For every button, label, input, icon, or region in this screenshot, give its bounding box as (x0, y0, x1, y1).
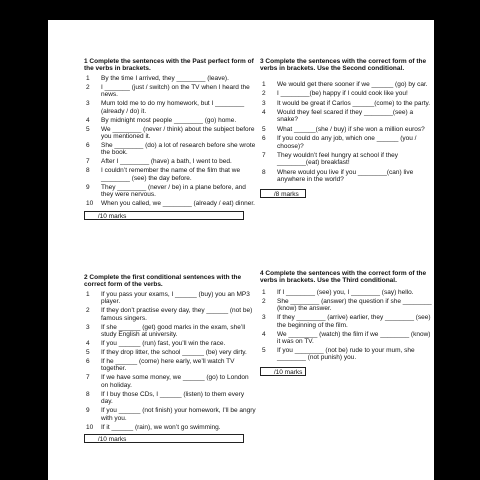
item-sentence: I _______ (just / switch) on the TV when I heard the news. (101, 83, 252, 99)
exercise-3-title: 3 Complete the sentences with the correct form of the verbs in brackets. Use the Second conditional. (260, 58, 427, 73)
exercise-item (84, 391, 256, 406)
item-number: 6 (86, 358, 90, 366)
item-sentence: If they drop litter, the school ______ (be) very dirty. (101, 349, 247, 357)
item-number: 1 (262, 288, 266, 296)
item-number: 5 (262, 125, 266, 133)
exercise-item (84, 324, 256, 339)
exercise-item (260, 90, 432, 97)
exercise-item (84, 200, 256, 207)
exercise-1-past-perfect (84, 58, 256, 220)
exercise-4-third-conditional (260, 270, 432, 376)
exercise-item (84, 358, 256, 373)
item-sentence: They wouldn’t feel hungry at school if they ________(eat) breakfast! (277, 152, 400, 167)
worksheet-page (48, 20, 434, 480)
exercise-item (260, 135, 432, 150)
item-sentence: What ______(she / buy) if she won a million euros? (277, 125, 425, 133)
item-number: 1 (262, 80, 266, 88)
item-sentence: Mum told me to do my homework, but I ________ (already / do) it. (101, 100, 246, 115)
exercise-item (260, 347, 432, 362)
item-sentence: If you ______ (run) fast, you’ll win the race. (101, 340, 226, 348)
exercise-1-title: 1 Complete the sentences with the Past perfect form of the verbs in brackets. (84, 58, 254, 73)
item-sentence: They ________ (never / be) in a plane before, and they were nervous. (101, 183, 248, 199)
exercise-1-items (84, 75, 256, 208)
item-number: 9 (86, 407, 90, 415)
exercise-item (84, 374, 256, 389)
item-number: 8 (262, 168, 266, 176)
exercise-2-marks-box: ___/10 marks (84, 434, 244, 443)
exercise-item (84, 424, 256, 431)
item-number: 2 (262, 297, 266, 305)
exercise-item (260, 81, 432, 88)
item-sentence: After I ________ (have) a bath, I went to bed. (101, 158, 232, 166)
item-number: 6 (86, 142, 90, 150)
item-sentence: If I buy those CDs, I ______ (listen) to them every day. (101, 390, 246, 406)
item-sentence: When you called, we ________ (already / eat) dinner. (101, 200, 255, 208)
exercise-item (260, 289, 432, 296)
exercise-4-title: 4 Complete the sentences with the correct form of the verbs in brackets. Use the Third conditional. (260, 270, 427, 285)
item-number: 7 (86, 374, 90, 382)
exercise-4-items (260, 289, 432, 362)
item-sentence: I ________(be) happy if I could cook like you! (277, 90, 408, 98)
exercise-3-marks-box: ___/8 marks (260, 189, 306, 198)
item-sentence: She ________ (do) a lot of research before she wrote the book. (101, 142, 258, 157)
exercise-item (84, 167, 256, 182)
item-sentence: Where would you live if you ________(can) live anywhere in the world? (277, 168, 416, 184)
exercise-item (260, 152, 432, 167)
exercise-3-items (260, 81, 432, 184)
exercise-item (84, 100, 256, 115)
item-number: 8 (86, 390, 90, 398)
exercise-item (260, 100, 432, 107)
item-number: 1 (86, 290, 90, 298)
exercise-item (84, 84, 256, 99)
item-sentence: If you ________ (not be) rude to your mum, she ________ (not punish) you. (277, 347, 417, 362)
item-number: 4 (262, 330, 266, 338)
item-number: 9 (86, 183, 90, 191)
exercise-1-marks-box: ___/10 marks (84, 211, 244, 220)
item-number: 1 (86, 74, 90, 82)
exercise-item (260, 331, 432, 346)
item-sentence: If you ______ (not finish) your homework, I’ll be angry with you. (101, 407, 258, 422)
item-sentence: I couldn’t remember the name of the film that we ________ (see) the day before. (101, 167, 242, 182)
item-number: 2 (86, 307, 90, 315)
exercise-item (84, 307, 256, 322)
item-number: 8 (86, 167, 90, 175)
item-sentence: By midnight most people ________ (go) home. (101, 116, 237, 124)
item-sentence: If you could do any job, which one ______ (you / choose)? (277, 135, 419, 150)
item-sentence: We would get there sooner if we ______ (go) by car. (277, 80, 428, 88)
exercise-item (84, 142, 256, 157)
exercise-2-title: 2 Complete the first conditional sentences with the correct form of the verbs. (84, 274, 242, 289)
item-number: 7 (262, 152, 266, 160)
item-number: 3 (86, 100, 90, 108)
exercise-item (260, 126, 432, 133)
exercise-item (260, 314, 432, 329)
item-sentence: If it ______ (rain), we won’t go swimming. (101, 423, 221, 431)
item-number: 10 (86, 200, 94, 208)
item-number: 5 (86, 349, 90, 357)
item-sentence: If they ________ (arrive) earlier, they ________ (see) the beginning of the film. (277, 314, 433, 329)
exercise-item (84, 117, 256, 124)
exercise-item (260, 169, 432, 184)
exercise-2-items (84, 291, 256, 431)
exercise-item (84, 184, 256, 199)
exercise-item (260, 109, 432, 124)
item-sentence: Would they feel scared if they ________(see) a snake? (277, 109, 415, 124)
item-sentence: If he ______ (come) here early, we’ll watch TV together. (101, 358, 237, 373)
item-sentence: If we have some money, we ______ (go) to London on holiday. (101, 374, 251, 389)
exercise-item (84, 126, 256, 141)
item-sentence: She ________ (answer) the question if she ________ (know) the answer. (277, 297, 434, 313)
exercise-item (84, 407, 256, 422)
item-sentence: We ________ (watch) the film if we ________ (know) it was on TV. (277, 330, 433, 346)
item-number: 7 (86, 158, 90, 166)
exercise-item (260, 298, 432, 313)
exercise-item (84, 340, 256, 347)
item-sentence: If you pass your exams, I ______ (buy) you an MP3 player. (101, 290, 252, 306)
item-number: 5 (262, 347, 266, 355)
exercise-item (84, 349, 256, 356)
item-sentence: If they don’t practise every day, they ______ (not be) famous singers. (101, 307, 255, 322)
exercise-item (84, 291, 256, 306)
item-number: 6 (262, 135, 266, 143)
item-number: 2 (86, 83, 90, 91)
item-sentence: It would be great if Carlos ______(come) to the party. (277, 99, 431, 107)
item-number: 4 (86, 116, 90, 124)
exercise-3-second-conditional (260, 58, 432, 198)
item-sentence: By the time I arrived, they ________ (leave). (101, 74, 229, 82)
item-number: 4 (86, 340, 90, 348)
item-number: 4 (262, 109, 266, 117)
item-sentence: If she ______ (get) good marks in the exam, she’ll study English at university. (101, 323, 247, 339)
item-number: 3 (262, 314, 266, 322)
exercise-item (84, 75, 256, 82)
item-sentence: If I ________ (see) you, I ________ (say) hello. (277, 288, 414, 296)
item-number: 3 (86, 323, 90, 331)
exercise-item (84, 158, 256, 165)
item-sentence: We ________ (never / think) about the subject before you mentioned it. (101, 125, 257, 141)
exercise-2-first-conditional (84, 274, 256, 443)
item-number: 2 (262, 90, 266, 98)
item-number: 5 (86, 125, 90, 133)
item-number: 3 (262, 99, 266, 107)
exercise-4-marks-box: ___/10 marks (260, 367, 306, 376)
item-number: 10 (86, 423, 94, 431)
